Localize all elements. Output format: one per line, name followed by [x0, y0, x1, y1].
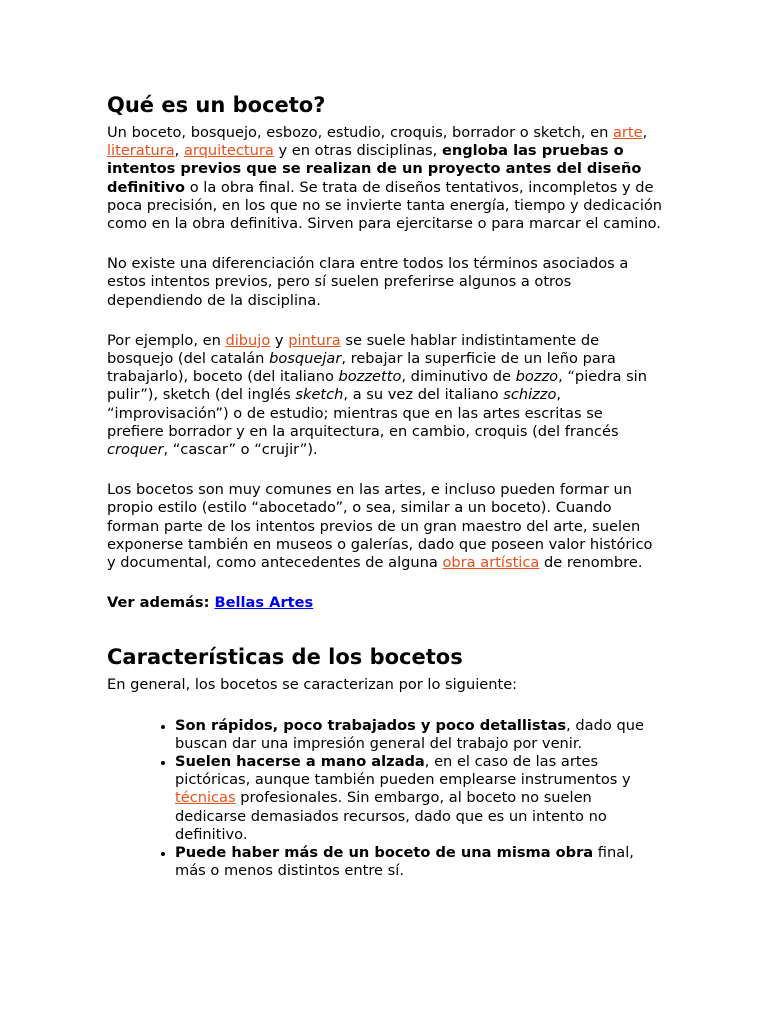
text: , dado que buscan dar una impresión general del trabajo por venir.: [175, 716, 644, 752]
link-tecnicas[interactable]: técnicas: [175, 789, 236, 807]
text: Los bocetos son muy comunes en las artes, e incluso pueden formar un propio estilo (estilo “abocetado”, o sea, similar a un boceto). Cuando forman parte de los intentos previos de un gran maestro del arte, suelen exponerse también en museos o galerías, dado que poseen valor histórico y documental, como antecedentes de alguna: [107, 481, 653, 572]
link-arte[interactable]: arte: [612, 124, 643, 141]
bold-text: Puede haber más de un boceto de una misma obra: [175, 844, 594, 862]
characteristics-list: [107, 717, 663, 881]
section-title: Características de los bocetos: [107, 645, 463, 670]
paragraph-examples: [107, 332, 663, 459]
link-bellas-artes[interactable]: Bellas Artes: [214, 594, 314, 612]
italic-text: schizzo: [503, 386, 557, 404]
paragraph-terms: No existe una diferenciación clara entre todos los términos asociados a estos intentos previos, pero sí suelen preferirse algunos a otros dependiendo de la disciplina.: [107, 255, 629, 309]
text: y en otras disciplinas,: [273, 142, 442, 160]
text: , “cascar” o “crujir”).: [163, 441, 318, 459]
text: , en el caso de las artes pictóricas, aunque también pueden emplearse instrumentos y: [175, 753, 631, 789]
paragraph-common: [107, 481, 663, 572]
see-also: [107, 594, 663, 612]
bold-text: Suelen hacerse a mano alzada: [175, 753, 425, 771]
italic-text: croquer: [107, 441, 164, 459]
text: o la obra final. Se trata de diseños tentativos, incompletos y de poca precisión, en los que no se invierte tanta energía, tiempo y dedicación como en la obra definitiva. Sirven para ejercitarse o para marcar el camino.: [107, 178, 663, 233]
text: , diminutivo de: [401, 368, 516, 386]
text: final, más o menos distintos entre sí.: [175, 844, 634, 880]
text: Por ejemplo, en: [107, 331, 226, 349]
list-item: [175, 753, 663, 844]
section-intro: En general, los bocetos se caracterizan por lo siguiente:: [107, 676, 518, 694]
text: profesionales. Sin embargo, al boceto no suelen dedicarse demasiados recursos, dado que es un intento no definitivo.: [175, 789, 607, 843]
bold-text: engloba las pruebas o intentos previos que se realizan de un proyecto antes del diseño definitivo: [107, 142, 642, 196]
link-pintura[interactable]: pintura: [288, 331, 341, 349]
article-body: [107, 90, 663, 881]
text: ,: [174, 142, 184, 160]
link-arquitectura[interactable]: arquitectura: [183, 142, 274, 160]
italic-text: bozzetto: [338, 368, 402, 386]
italic-text: sketch: [295, 386, 344, 404]
text: se suele hablar indistintamente de bosquejo (del catalán: [107, 331, 600, 368]
text: , a su vez del italiano: [343, 386, 504, 404]
text: Un boceto, bosquejo, esbozo, estudio, croquis, borrador o sketch, en: [107, 124, 613, 141]
bold-text: Son rápidos, poco trabajados y poco detallistas: [175, 716, 567, 734]
paragraph-definition: [107, 124, 663, 233]
italic-text: bosquejar: [269, 350, 342, 368]
list-item: [175, 717, 663, 753]
link-dibujo[interactable]: dibujo: [225, 331, 271, 349]
page-title: Qué es un boceto?: [107, 93, 326, 117]
text: y: [270, 331, 289, 349]
link-obra-artistica[interactable]: obra artística: [442, 554, 540, 572]
text: , “improvisación”) o de estudio; mientras que en las artes escritas se prefiere borrador y en la arquitectura, en cambio, croquis (del francés: [107, 386, 619, 440]
text: , “piedra sin pulir”), sketch (del inglés: [107, 368, 647, 404]
text: , rebajar la superficie de un leño para trabajarlo), boceto (del italiano: [107, 350, 616, 386]
see-also-label: Ver además:: [107, 594, 215, 612]
text: ,: [642, 124, 648, 141]
link-literatura[interactable]: literatura: [107, 142, 175, 160]
italic-text: bozzo: [515, 368, 559, 386]
list-item: [175, 844, 663, 880]
text: de renombre.: [539, 554, 643, 572]
